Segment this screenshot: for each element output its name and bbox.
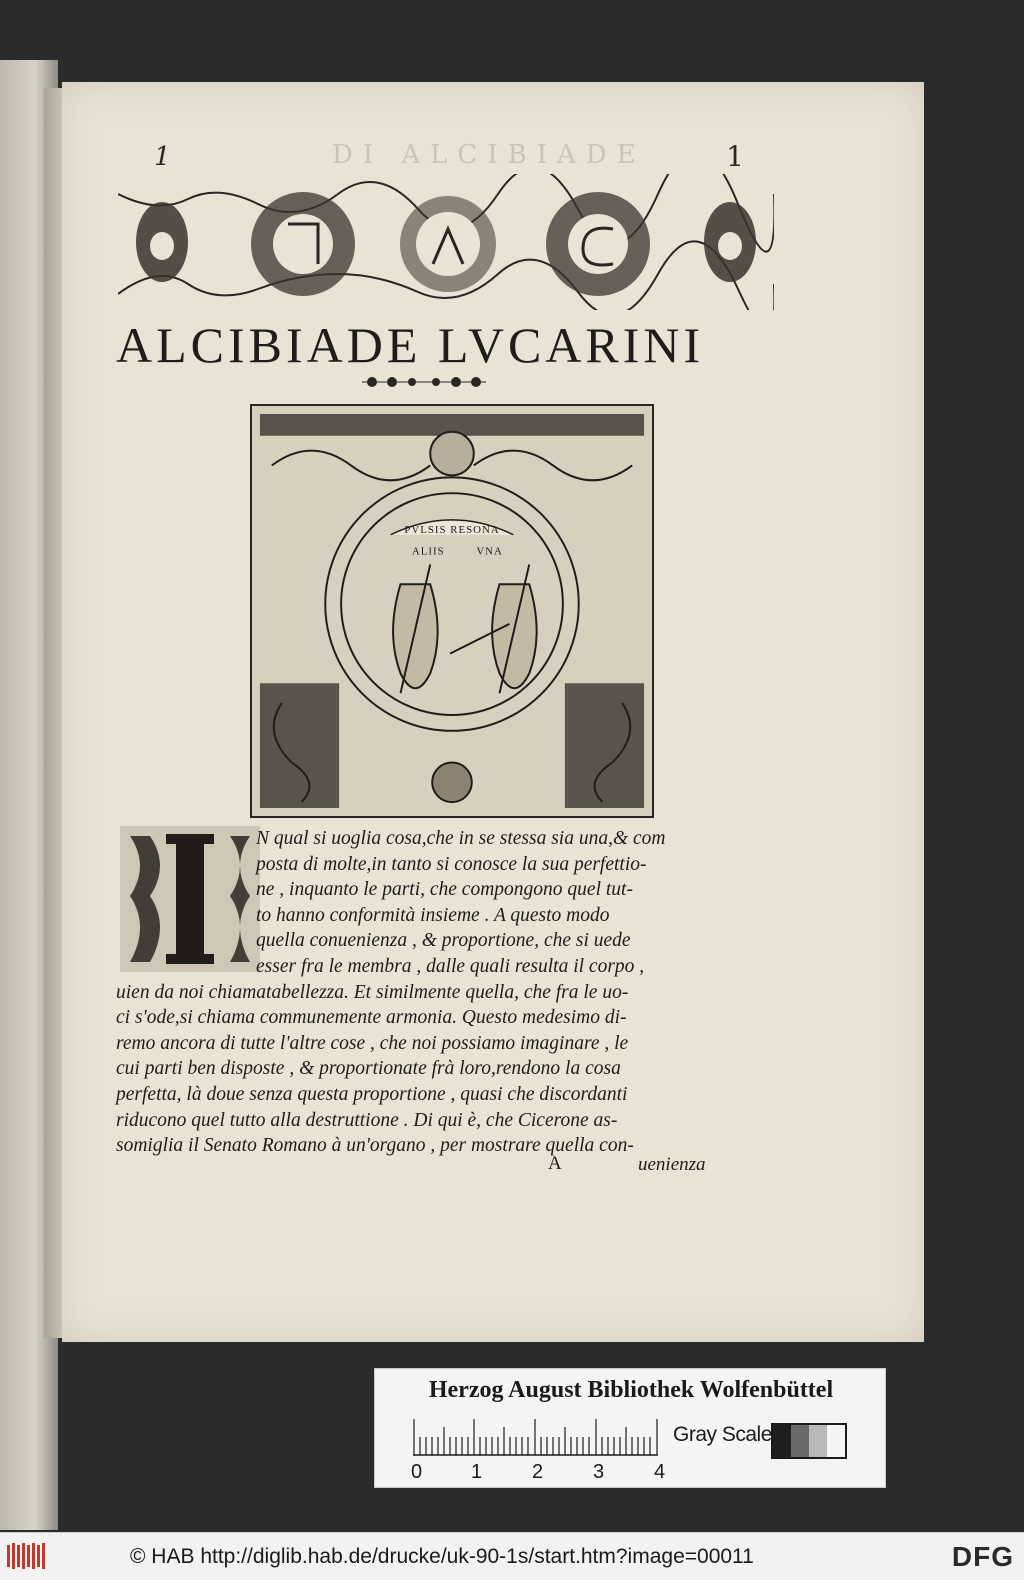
scale-number: 4 xyxy=(654,1461,666,1483)
gray-step xyxy=(809,1425,827,1457)
text-line: posta di molte,in tanto si conosce la sua perfettio- xyxy=(256,853,647,875)
footer-credit-link[interactable]: © HAB http://diglib.hab.de/drucke/uk-90-1s/start.htm?image=00011 xyxy=(130,1545,754,1568)
title-ornament xyxy=(362,372,486,392)
text-line: somiglia il Senato Romano à un'organo , per mostrare quella con- xyxy=(116,1135,634,1157)
gray-step xyxy=(791,1425,809,1457)
scale-number: 0 xyxy=(411,1461,423,1483)
text-line: ne , inquanto le parti, che compongono quel tut- xyxy=(256,879,633,901)
violin-left xyxy=(393,584,438,688)
hab-logo-icon xyxy=(6,1541,46,1571)
text-line: cui parti ben disposte , & proportionate frà loro,rendono la cosa xyxy=(116,1058,621,1080)
dfg-logo: DFG xyxy=(951,1541,1014,1572)
emblem-motto-top: PVLSIS RESONA xyxy=(404,523,500,536)
scale-ruler xyxy=(413,1419,663,1459)
gray-step xyxy=(827,1425,845,1457)
text-line: remo ancora di tutte l'altre cose , che noi possiamo imaginare , le xyxy=(116,1032,629,1054)
text-line: N qual si uoglia cosa,che in se stessa sia una,& com xyxy=(256,828,666,849)
scale-number: 3 xyxy=(593,1461,605,1483)
running-head-bleedthrough: DI ALCIBIADE xyxy=(332,140,646,170)
text-line: esser fra le membra , dalle quali resulta il corpo , xyxy=(256,955,645,977)
text-line: ci s'ode,si chiama communemente armonia. Questo medesimo di- xyxy=(116,1007,627,1029)
gray-scale-label: Gray Scale xyxy=(673,1423,772,1446)
gray-step xyxy=(773,1425,791,1457)
violin-right xyxy=(492,584,537,688)
book-page xyxy=(62,82,924,1342)
headpiece-ornament xyxy=(118,174,774,310)
scale-number: 2 xyxy=(532,1461,544,1483)
body-text xyxy=(116,826,756,1159)
text-line: perfetta, là doue senza questa proportione , quasi che discordanti xyxy=(116,1083,628,1105)
page-number: 1 xyxy=(726,140,744,173)
text-line: riducono quel tutto alla destruttione . Di qui è, che Cicerone as- xyxy=(116,1109,618,1131)
signature-mark: A xyxy=(548,1153,562,1174)
gray-scale-swatch xyxy=(771,1423,847,1459)
text-line: quella conuenienza , & proportione, che si uede xyxy=(256,930,631,952)
text-line: to hanno conformità insieme . A questo modo xyxy=(256,904,610,926)
scale-number: 1 xyxy=(471,1461,483,1483)
emblem-motto-right: VNA xyxy=(476,545,503,558)
footer-bar xyxy=(0,1532,1024,1580)
emblem-motto-left: ALIIS xyxy=(411,545,445,558)
reference-card xyxy=(374,1368,886,1488)
emblem-woodcut xyxy=(250,404,654,818)
page-mark-left: 1 xyxy=(154,142,171,172)
page-title: ALCIBIADE LVCARINI xyxy=(116,317,705,373)
text-line: uien da noi chiamatabellezza. Et similmente quella, che fra le uo- xyxy=(116,981,629,1003)
library-name: Herzog August Bibliothek Wolfenbüttel xyxy=(428,1377,834,1403)
catchword: uenienza xyxy=(638,1154,706,1175)
